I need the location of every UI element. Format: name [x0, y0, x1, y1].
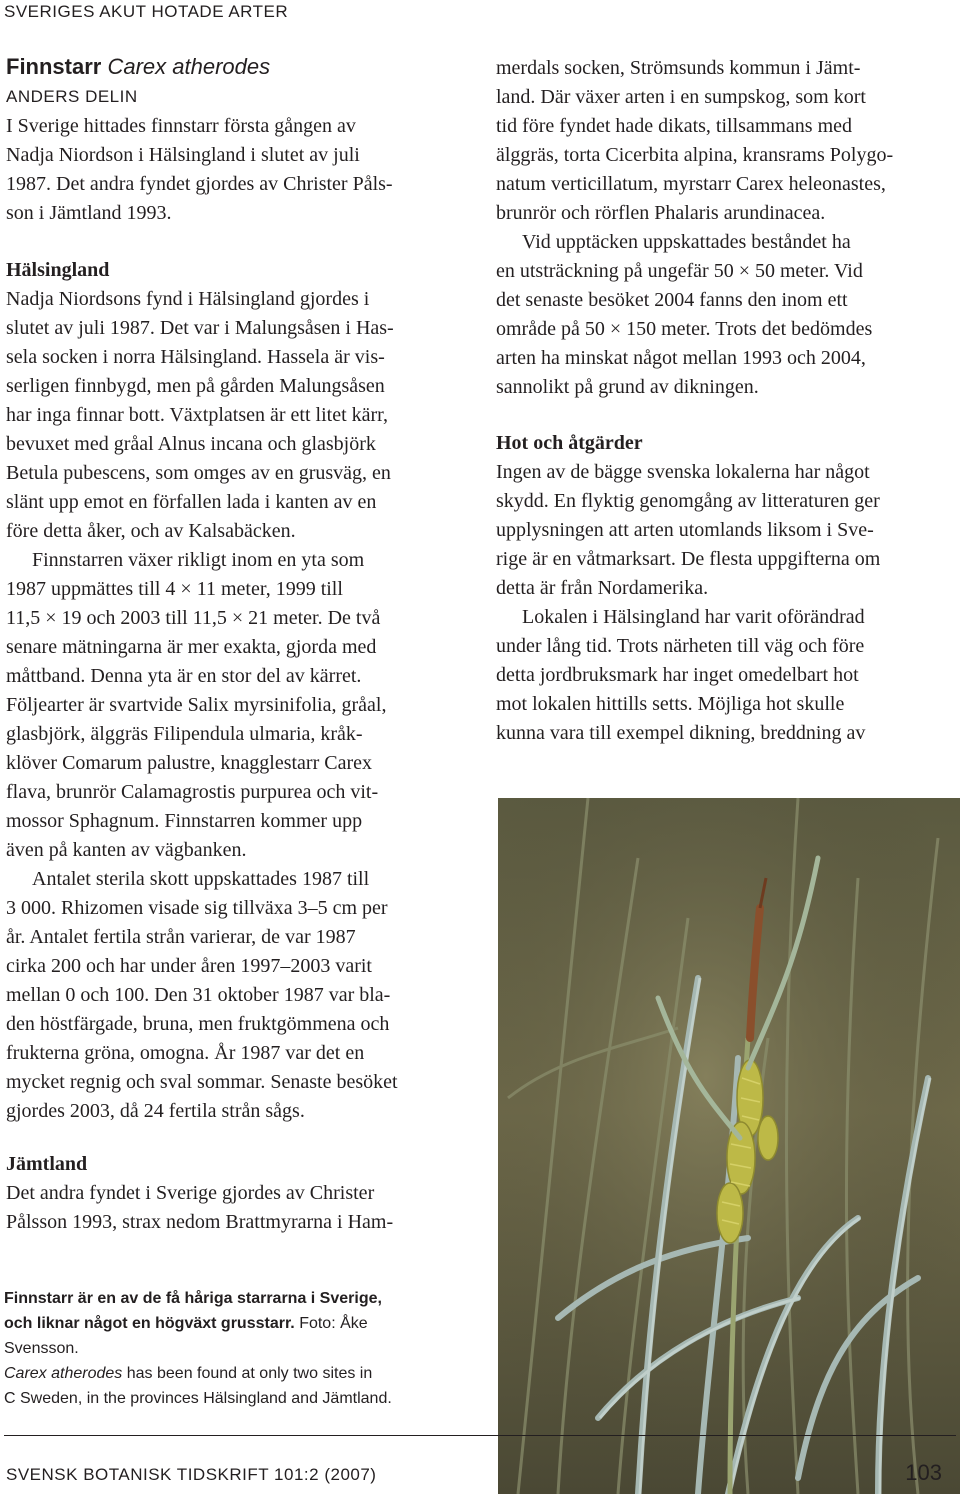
- caption-line-1: Finnstarr är en av de få håriga starrarna i Sverige,: [4, 1290, 382, 1307]
- body-line: den höstfärgade, bruna, men fruktgömmena och: [6, 1013, 390, 1035]
- body-line: under lång tid. Trots närheten till väg och före: [496, 635, 865, 657]
- body-line: måttband. Denna yta är en stor del av kärret.: [6, 665, 362, 687]
- caption-line-4: [4, 1361, 372, 1386]
- body-line: mycket regnig och sval sommar. Senaste besöket: [6, 1071, 398, 1093]
- body-line: år. Antalet fertila strån varierar, de var 1987: [6, 926, 356, 948]
- caption-latin-name: Carex atherodes: [4, 1365, 123, 1382]
- caption-line-2: [4, 1311, 368, 1336]
- body-line: mot lokalen hittills setts. Möjliga hot skulle: [496, 693, 845, 715]
- body-line: sannolikt på grund av dikningen.: [496, 376, 759, 398]
- body-line: 3 000. Rhizomen visade sig tillväxa 3–5 cm per: [6, 897, 388, 919]
- body-line: 11,5 × 19 och 2003 till 11,5 × 21 meter. De två: [6, 607, 381, 629]
- title-common-name: Finnstarr: [6, 54, 102, 79]
- body-line: Antalet sterila skott uppskattades 1987 till: [32, 868, 370, 890]
- body-line: kunna vara till exempel dikning, breddning av: [496, 722, 866, 744]
- body-line: Nadja Niordsons fynd i Hälsingland gjordes i: [6, 288, 370, 310]
- body-line: I Sverige hittades finnstarr första gången av: [6, 115, 356, 137]
- section-heading-threats: Hot och åtgärder: [496, 432, 643, 454]
- body-line: brunrör och rörflen Phalaris arundinacea.: [496, 202, 826, 224]
- body-line: slänt upp emot en förfallen lada i kanten av en: [6, 491, 377, 513]
- body-line: slutet av juli 1987. Det var i Malungsåsen i Has-: [6, 317, 394, 339]
- body-line: 1987. Det andra fyndet gjordes av Christer Påls-: [6, 173, 393, 195]
- body-line: cirka 200 och har under åren 1997–2003 varit: [6, 955, 372, 977]
- title-latin-name: Carex atherodes: [107, 54, 271, 79]
- section-heading-jamtland: Jämtland: [6, 1153, 88, 1175]
- body-line: glasbjörk, älggräs Filipendula ulmaria, kråk-: [6, 723, 363, 745]
- author-name: ANDERS DELIN: [6, 87, 138, 106]
- body-line: detta är från Nordamerika.: [496, 577, 709, 599]
- body-line: 1987 uppmättes till 4 × 11 meter, 1999 till: [6, 578, 343, 600]
- body-line: mellan 0 och 100. Den 31 oktober 1987 var bla-: [6, 984, 391, 1006]
- body-line: före detta åker, och av Kalsabäcken.: [6, 520, 296, 542]
- footer-rule: [4, 1435, 956, 1436]
- body-line: merdals socken, Strömsunds kommun i Jämt-: [496, 57, 861, 79]
- page-number: 103: [905, 1460, 942, 1485]
- body-line: detta jordbruksmark har inget omedelbart hot: [496, 664, 859, 686]
- body-line: det senaste besöket 2004 fanns den inom ett: [496, 289, 848, 311]
- caption-line-3: Svensson.: [4, 1340, 79, 1357]
- body-line: skydd. En flyktig genomgång av litteraturen ger: [496, 490, 880, 512]
- body-line: Ingen av de bägge svenska lokalerna har något: [496, 461, 870, 483]
- body-line: har inga finnar bott. Växtplatsen är ett litet kärr,: [6, 404, 389, 426]
- body-line: sela socken i norra Hälsingland. Hassela är vis-: [6, 346, 385, 368]
- body-line: serligen finnbygd, men på gården Malungsåsen: [6, 375, 385, 397]
- section-heading-halsingland: Hälsingland: [6, 259, 110, 281]
- body-line: även på kanten av vägbanken.: [6, 839, 247, 861]
- body-line: klöver Comarum palustre, knagglestarr Carex: [6, 752, 372, 774]
- journal-name: SVENSK BOTANISK TIDSKRIFT 101:2 (2007): [6, 1465, 377, 1484]
- body-line: mossor Sphagnum. Finnstarren kommer upp: [6, 810, 363, 832]
- body-line: Pålsson 1993, strax nedom Brattmyrarna i Ham-: [6, 1211, 394, 1233]
- carex-photo: [498, 798, 960, 1494]
- caption-line-5: C Sweden, in the provinces Hälsingland and Jämtland.: [4, 1390, 392, 1407]
- body-line: natum verticillatum, myrstarr Carex heleonastes,: [496, 173, 886, 195]
- body-line: arten ha minskat något mellan 1993 och 2004,: [496, 347, 866, 369]
- body-line: Det andra fyndet i Sverige gjordes av Christer: [6, 1182, 375, 1204]
- body-line: flava, brunrör Calamagrostis purpurea och vit-: [6, 781, 379, 803]
- body-line: upplysningen att arten utomlands liksom i Sve-: [496, 519, 874, 541]
- body-line: Följearter är svartvide Salix myrsinifolia, gråal,: [6, 694, 387, 716]
- body-line: Finnstarren växer rikligt inom en yta som: [32, 549, 365, 571]
- body-line: bevuxet med gråal Alnus incana och glasbjörk: [6, 433, 376, 455]
- body-line: son i Jämtland 1993.: [6, 202, 172, 224]
- running-head: SVERIGES AKUT HOTADE ARTER: [4, 2, 289, 21]
- body-line: Lokalen i Hälsingland har varit oförändrad: [522, 606, 865, 628]
- body-line: område på 50 × 150 meter. Trots det bedömdes: [496, 318, 873, 340]
- body-line: Betula pubescens, som omges av en grusväg, en: [6, 462, 391, 484]
- photo-illustration: [498, 798, 960, 1494]
- body-line: Vid upptäcken uppskattades beståndet ha: [522, 231, 851, 253]
- article-title: [6, 54, 270, 80]
- body-line: frukterna gröna, omogna. År 1987 var det en: [6, 1042, 365, 1064]
- body-line: en utsträckning på ungefär 50 × 50 meter. Vid: [496, 260, 863, 282]
- body-line: tid före fyndet hade dikats, tillsammans med: [496, 115, 853, 137]
- body-line: land. Där växer arten i en sumpskog, som kort: [496, 86, 866, 108]
- body-line: Nadja Niordson i Hälsingland i slutet av juli: [6, 144, 360, 166]
- caption-bold-text: och liknar något en högväxt grusstarr.: [4, 1315, 295, 1332]
- caption-english-text: has been found at only two sites in: [126, 1365, 373, 1382]
- photo-credit: Foto: Åke: [299, 1315, 368, 1332]
- body-line: gjordes 2003, då 24 fertila strån sågs.: [6, 1100, 305, 1122]
- body-line: rige är en våtmarksart. De flesta uppgifterna om: [496, 548, 881, 570]
- body-line: älggräs, torta Cicerbita alpina, kransrams Polygo-: [496, 144, 894, 166]
- body-line: senare mätningarna är mer exakta, gjorda med: [6, 636, 377, 658]
